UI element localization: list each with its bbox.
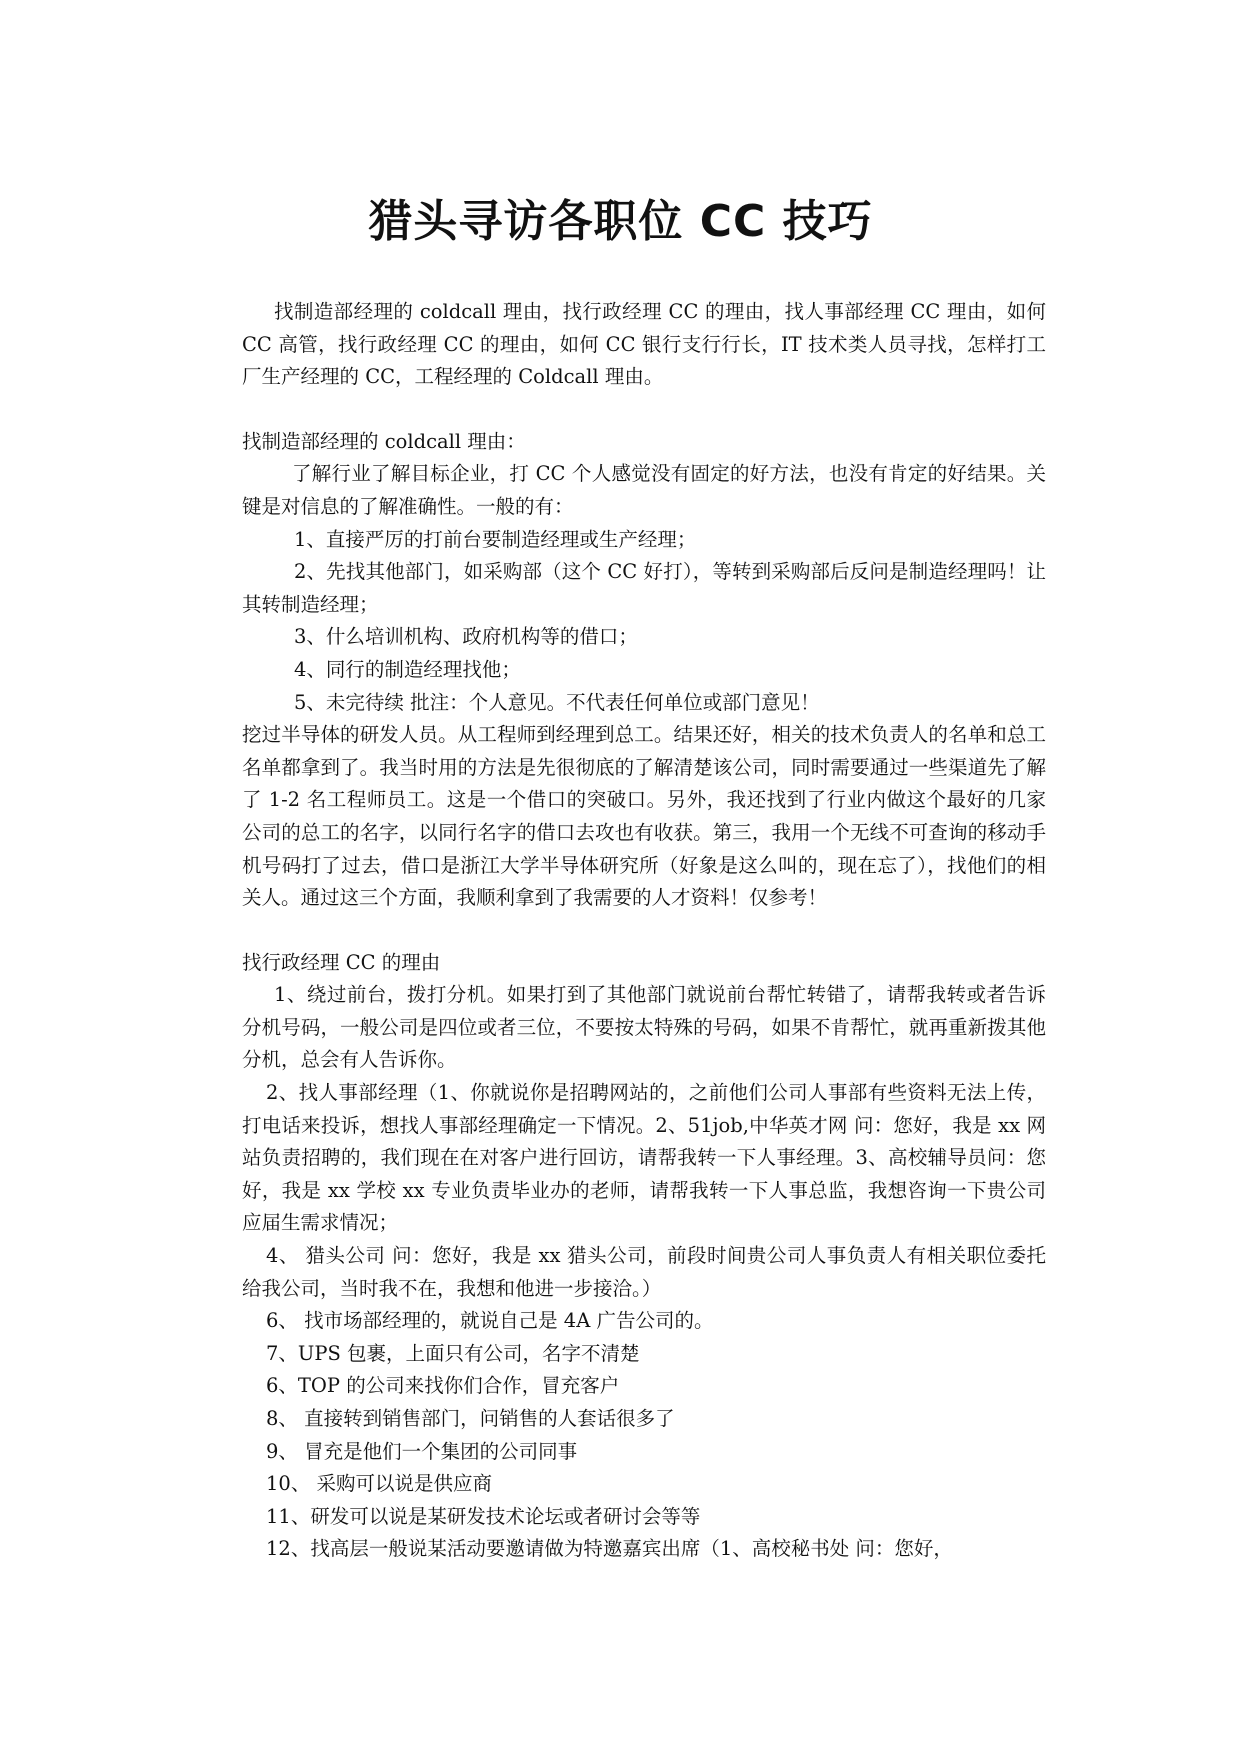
list-item: 1、绕过前台，拨打分机。如果打到了其他部门就说前台帮忙转错了，请帮我转或者告诉分机号码，一般公司是四位或者三位，不要按太特殊的号码，如果不肯帮忙，就再重新拨其他分机，总会有人告诉你。: [242, 983, 1046, 1072]
section-heading-admin: 找行政经理 CC 的理由: [242, 950, 441, 974]
list-item: 12、找高层一般说某活动要邀请做为特邀嘉宾出席（1、高校秘书处 问：您好，: [266, 1537, 953, 1561]
document-body: [242, 296, 1046, 1566]
list-item: 4、 猎头公司 问：您好，我是 xx 猎头公司，前段时间贵公司人事负责人有相关职位委托给我公司，当时我不在，我想和他进一步接洽。）: [242, 1244, 1046, 1300]
section-heading-manufacturing: 找制造部经理的 coldcall 理由：: [242, 429, 526, 453]
list-item: 6、 找市场部经理的，就说自己是 4A 广告公司的。: [266, 1309, 714, 1333]
list-item: 6、TOP 的公司来找你们合作，冒充客户: [266, 1374, 620, 1398]
list-item: 4、同行的制造经理找他；: [294, 657, 521, 681]
list-item: 2、找人事部经理（1、你就说你是招聘网站的，之前他们公司人事部有些资料无法上传，打电话来投诉，想找人事部经理确定一下情况。2、51job,中华英才网 问：您好，我是 xx 网站负责招聘的，我们现在在对客户进行回访，请帮我转一下人事经理。3、高校辅导员问：您好，我是 xx 学校 xx 专业负责毕业办的老师，请帮我转一下人事总监，我想咨询一下贵公司应届生需求情况；: [242, 1081, 1046, 1235]
list-item: 8、 直接转到销售部门，问销售的人套话很多了: [266, 1407, 675, 1430]
list-item: 10、 采购可以说是供应商: [266, 1472, 493, 1496]
list-item: 2、先找其他部门，如采购部（这个 CC 好打），等转到采购部后反问是制造经理吗！让其转制造经理；: [242, 560, 1046, 616]
list-item: 1、直接严厉的打前台要制造经理或生产经理；: [294, 527, 697, 551]
intro-paragraph: 找制造部经理的 coldcall 理由，找行政经理 CC 的理由，找人事部经理 CC 理由，如何 CC 高管，找行政经理 CC 的理由，如何 CC 银行支行行长，IT 技术类人员寻找，怎样打工厂生产经理的 CC，工程经理的 Coldcall 理由。: [242, 300, 1046, 389]
list-item: 9、 冒充是他们一个集团的公司同事: [266, 1439, 578, 1463]
list-item: 3、什么培训机构、政府机构等的借口；: [294, 625, 638, 649]
page-title: 猎头寻访各职位 CC 技巧: [368, 196, 873, 247]
section-paragraph: 了解行业了解目标企业，打 CC 个人感觉没有固定的好方法，也没有肯定的好结果。关键是对信息的了解准确性。一般的有：: [242, 462, 1046, 518]
story-paragraph: 挖过半导体的研发人员。从工程师到经理到总工。结果还好，相关的技术负责人的名单和总工名单都拿到了。我当时用的方法是先很彻底的了解清楚该公司，同时需要通过一些渠道先了解了 1-2 名工程师员工。这是一个借口的突破口。另外，我还找到了行业内做这个最好的几家公司的总工的名字，以同行名字的借口去攻也有收获。第三，我用一个无线不可查询的移动手机号码打了过去，借口是浙江大学半导体研究所（好象是这么叫的，现在忘了），找他们的相关人。通过这三个方面，我顺利拿到了我需要的人才资料！仅参考！: [242, 723, 1046, 910]
list-item: 7、UPS 包裹，上面只有公司，名字不清楚: [266, 1341, 640, 1365]
list-item: 11、研发可以说是某研发技术论坛或者研讨会等等: [266, 1504, 701, 1528]
list-item: 5、未完待续 批注：个人意见。不代表任何单位或部门意见！: [294, 690, 820, 714]
